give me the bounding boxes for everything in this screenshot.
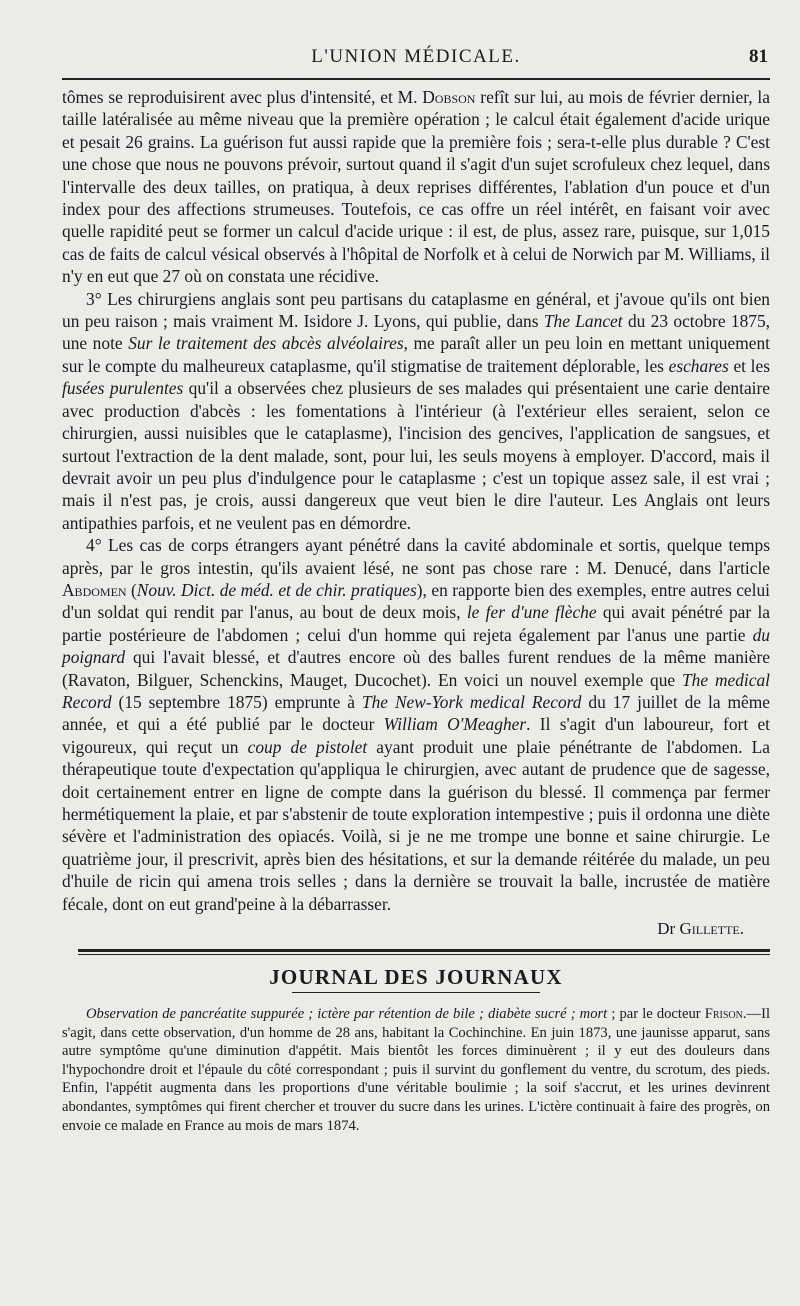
section-title-rule	[292, 992, 540, 993]
section-rule	[78, 954, 770, 955]
journal-title: The New-York medical Record	[361, 691, 582, 712]
author-name: William O'Meagher	[383, 714, 527, 735]
section-rule	[78, 949, 770, 952]
running-title: L'UNION MÉDICALE.	[311, 46, 521, 67]
observation-title: Observation de pancréatite suppurée ; ictère par rétention de bile ; diabète sucré ; mort	[86, 1006, 608, 1023]
dictionary-title: Nouv. Dict. de méd. et de chir. pratiques	[136, 579, 417, 600]
page-number: 81	[749, 46, 768, 67]
journal-title: The medical Record	[62, 669, 770, 712]
observation-author: Frison.	[704, 1006, 747, 1023]
observation-entry: Observation de pancréatite suppurée ; ictère par rétention de bile ; diabète sucré ; mort ; par le docteur Frison.—Il s'agit, dans cette observation, d'un homme de 28 ans, habitant la Cochinchine. En juin 1873, une jaunisse apparut, sans autre symptôme qu'une diminution d'appétit. Mais bientôt les forces diminuèrent ; il y eut des douleurs dans l'hypochondre droit et l'épaule du côté correspondant ; puis il survint du gonflement du ventre, du scrotum, des pieds. Enfin, l'appétit augmenta dans les proportions d'une véritable boulimie ; la soif s'accrut, et les urines devinrent abondantes, symptômes qui firent chercher et trouver du sucre dans les urines. L'ictère continuait à faire des progrès, on envoie ce malade en France au mois de mars 1874.	[62, 1006, 770, 1134]
paragraph-4: 4° Les cas de corps étrangers ayant pénétré dans la cavité abdominale et sortis, quelque temps après, par le gros intestin, qu'ils avaient lésé, ne sont pas chose rare : M. Denucé, dans l'article Abdomen (Nouv. Dict. de méd. et de chir. pratiques), en rapporte bien des exemples, entre autres celui d'un soldat qui rendit par l'anus, au bout de deux mois, le fer d'une flèche qui avait pénétré par la partie postérieure de l'abdomen ; celui d'un homme qui rejeta également par l'anus une partie du poignard qui l'avait blessé, et d'autres encore où des balles furent rendues de la même manière (Ravaton, Bilguer, Schenckins, Mauget, Ducochet). En voici un nouvel exemple que The medical Record (15 septembre 1875) emprunte à The New-York medical Record du 17 juillet de la même année, et qui a été publié par le docteur William O'Meagher. Il s'agit d'un laboureur, fort et vigoureux, qui reçut un coup de pistolet ayant produit une plaie pénétrante de l'abdomen. La thérapeutique toute d'expectation qu'appliqua le chirurgien, avec autant de prudence que de sagesse, doit certainement entrer en ligne de compte dans la guérison du blessé. Il commença par fermer hermétiquement la plaie, et par s'abstenir de toute exploration intempestive ; puis il ordonna une diète sévère et l'administration des opiacés. Voilà, si je ne me trompe une bonne et saine chirurgie. Le quatrième jour, il prescrivit, après bien des hésitations, et sur la demande réitérée du malade, un peu d'huile de ricin qui amena trois selles ; dans la dernière se trouvait la balle, incrustée de matière fécale, dont on eut grand'peine à la débarrasser.	[62, 535, 771, 914]
header-rule	[62, 78, 770, 80]
paragraph-3: 3° Les chirurgiens anglais sont peu partisans du cataplasme en général, et j'avoue qu'ils ont bien un peu raison ; mais vraiment M. Isidore J. Lyons, qui publie, dans The Lancet du 23 octobre 1875, une note Sur le traitement des abcès alvéolaires, me paraît aller un peu loin en mettant uniquement sur le compte du malheureux cataplasme, qu'il stigmatise de traitement déplorable, les eschares et les fusées purulentes qu'il a observées chez plusieurs de ses malades qui présentaient une carie dentaire avec production d'abcès : les fomentations à l'intérieur (à l'extérieur elles seraient, selon ce chirurgien, aussi nuisibles que le cataplasme), l'incision des gencives, l'application de sangsues, et surtout l'extraction de la dent malade, sont, pour lui, les seuls moyens à employer. D'accord, mais il devrait avoir un peu plus d'indulgence pour le cataplasme ; c'est un topique assez sale, il est vrai ; mais il n'est pas, je crois, aussi dangereux que veut bien le dire l'auteur. Les Anglais ont leurs antipathies parfois, et ne veulent pas en démordre.	[62, 288, 771, 533]
journal-title: The Lancet	[543, 311, 623, 332]
section-title: JOURNAL DES JOURNAUX	[269, 965, 563, 990]
person-name: Dobson	[422, 87, 476, 107]
running-head	[62, 38, 770, 74]
paragraph-continuation: tômes se reproduisirent avec plus d'intensité, et M. Dobson refît sur lui, au mois de février dernier, la taille latéralisée au même niveau que la première opération ; le calcul était également d'acide urique et pesait 26 grains. La guérison fut aussi rapide que la première fois ; sera-t-elle plus durable ? C'est une chose que nous ne pouvons prévoir, surtout quand il s'agit d'un sujet scrofuleux chez lequel, dans l'intervalle des deux tailles, on pratiqua, à deux reprises différentes, l'ablation d'un pouce et d'un index pour des affections strumeuses. Toutefois, ce cas offre un réel intérêt, en faisant voir avec quelle rapidité peut se former un calcul d'acide urique : il est, de plus, assez rare, puisque, sur 1,015 cas de faits de calcul vésical observés à l'hôpital de Norfolk et à celui de Norwich par M. Williams, il n'y en eut que 27 où on constata une récidive.	[62, 87, 770, 287]
article-title: Sur le traitement des abcès alvéolaires	[128, 333, 404, 354]
signature: Dr Gillette.	[657, 919, 744, 939]
